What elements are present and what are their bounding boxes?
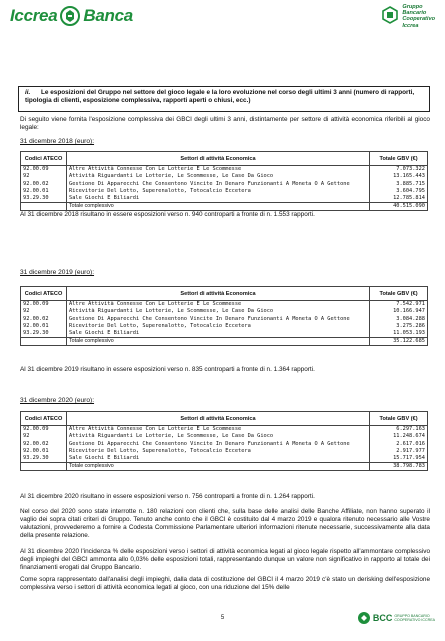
- table-total-row: Totale complessivo 38.798.783: [21, 463, 428, 471]
- col-header-ateco: Codici ATECO: [21, 412, 67, 426]
- exposure-table-2018: [20, 151, 428, 211]
- paragraph-interruptions: Nel corso del 2020 sono state interrotte n. 180 relazioni con clienti che, sulla base delle analisi delle Banche Affiliate, non hanno superato il vaglio dei sopra citati criteri di Gruppo. Tenuto anche conto che il GBCI è costituito dal 4 marzo 2019 e qualora ritenuto necessario alle Vostre valutazioni, provvederemo a fornire a Codesta Commissione Parlamentare ulteriori informazioni ritenute necessarie, successivamente alla data della presente relazione.: [20, 508, 430, 539]
- table-row: 92.00.02 Gestione Di Apparecchi Che Consentono Vincite In Denaro Funzionanti A Moneta O A Gettone 3.084.288: [21, 315, 428, 322]
- table-row: 93.29.30 Sale Giochi E Biliardi 15.717.954: [21, 455, 428, 463]
- col-header-settori: Settori di attività Economica: [67, 287, 370, 301]
- col-header-totale: Totale GBV (€): [370, 412, 428, 426]
- table-row: 92.00.01 Ricevitorie Del Lotto, Superenalotto, Totocalcio Eccetera 3.275.286: [21, 323, 428, 330]
- exposure-table-2020: [20, 411, 428, 471]
- table-row: 92 Attività Riguardanti Le Lotterie, Le Scommesse, Le Case Da Gioco 13.165.443: [21, 173, 428, 180]
- page-header: [10, 4, 435, 34]
- col-header-settori: Settori di attività Economica: [67, 152, 370, 166]
- table-row: 92.00.01 Ricevitorie Del Lotto, Superenalotto, Totocalcio Eccetera 3.604.795: [21, 188, 428, 195]
- table-caption-2019: 31 dicembre 2019 (euro):: [20, 269, 95, 276]
- table-total-row: Totale complessivo 35.122.685: [21, 338, 428, 346]
- bcc-text: BCC: [372, 613, 393, 623]
- section-number: ii.: [25, 89, 31, 96]
- section-heading: [18, 86, 430, 112]
- col-header-totale: Totale GBV (€): [370, 287, 428, 301]
- table-row: 92.00.02 Gestione Di Apparecchi Che Consentono Vincite In Denaro Funzionanti A Moneta O A Gettone 2.617.016: [21, 440, 428, 447]
- col-header-totale: Totale GBV (€): [370, 152, 428, 166]
- gruppo-bancario-logo: [381, 4, 435, 29]
- bcc-subtext: GRUPPO BANCARIO COOPERATIVO ICCREA: [394, 614, 435, 622]
- gbci-emblem-icon: [381, 6, 399, 24]
- table-note-2020: Al 31 dicembre 2020 risultano in essere esposizioni verso n. 756 controparti a fronte di n. 1.264 rapporti.: [20, 493, 315, 500]
- table-row: 92.00.09 Altre Attività Connesse Con Le Lotterie E Le Scommesse 7.073.322: [21, 166, 428, 174]
- logo-text-iccrea: Iccrea: [10, 6, 58, 25]
- table-row: 92.00.02 Gestione Di Apparecchi Che Consentono Vincite In Denaro Funzionanti A Moneta O A Gettone 3.885.715: [21, 180, 428, 187]
- exposure-table-2019: [20, 286, 428, 346]
- bcc-footer-logo: [357, 611, 435, 625]
- table-row: 93.29.30 Sale Giochi E Biliardi 11.053.193: [21, 330, 428, 338]
- iccrea-emblem-icon: [60, 6, 80, 26]
- paragraph-derisking: Come sopra rappresentato dall'analisi degli impieghi, dalla data di costituzione del GBCI il 4 marzo 2019 c'è stato un derisking dell'esposizione complessiva verso i settori di attività economica legati al gioco, con una riduzione del 15% delle: [20, 576, 430, 591]
- table-caption-2020: 31 dicembre 2020 (euro):: [20, 397, 95, 404]
- bcc-emblem-icon: [357, 611, 371, 625]
- table-row: 92.00.09 Altre Attività Connesse Con Le Lotterie E Le Scommesse 7.542.971: [21, 301, 428, 309]
- table-caption-2018: 31 dicembre 2018 (euro):: [20, 138, 95, 145]
- gruppo-bancario-text: Gruppo Bancario Cooperativo Iccrea: [402, 4, 435, 29]
- table-row: 93.29.30 Sale Giochi E Biliardi 12.785.814: [21, 195, 428, 203]
- table-note-2019: Al 31 dicembre 2019 risultano in essere esposizioni verso n. 835 controparti a fronte di n. 1.364 rapporti.: [20, 366, 315, 373]
- col-header-ateco: Codici ATECO: [21, 287, 67, 301]
- table-row: 92 Attività Riguardanti Le Lotterie, Le Scommesse, Le Case Da Gioco 10.166.947: [21, 308, 428, 315]
- section-title: Le esposizioni del Gruppo nel settore del gioco legale e la loro evoluzione nel corso degli ultimi 3 anni (numero di rapporti, tipologia di clienti, esposizione complessiva, rapporti aperti o chiusi, ecc.): [25, 89, 415, 104]
- logo-text-banca: Banca: [83, 6, 133, 25]
- table-note-2018: Al 31 dicembre 2018 risultano in essere esposizioni verso n. 940 controparti a fronte di n. 1.553 rapporti.: [20, 211, 315, 218]
- iccrea-banca-logo: [10, 6, 133, 26]
- intro-paragraph: Di seguito viene fornita l'esposizione complessiva dei GBCI degli ultimi 3 anni, distintamente per settore di attività economica riferibili al gioco legale:: [20, 116, 430, 131]
- paragraph-incidence: Al 31 dicembre 2020 l'incidenza % delle esposizioni verso i settori di attività economica legati al gioco legale rispetto all'ammontare complessivo degli impieghi del GBCI ammonta allo 0,03% delle esposizioni totali, rappresentando dunque un valore non significativo in rapporto al totale dei finanziamenti erogati dal Gruppo Bancario.: [20, 548, 430, 571]
- col-header-settori: Settori di attività Economica: [67, 412, 370, 426]
- table-row: 92 Attività Riguardanti Le Lotterie, Le Scommesse, Le Case Da Gioco 11.248.674: [21, 433, 428, 440]
- page-number: 5: [220, 615, 225, 621]
- table-row: 92.00.09 Altre Attività Connesse Con Le Lotterie E Le Scommesse 6.297.163: [21, 426, 428, 434]
- table-row: 92.00.01 Ricevitorie Del Lotto, Superenalotto, Totocalcio Eccetera 2.917.977: [21, 448, 428, 455]
- col-header-ateco: Codici ATECO: [21, 152, 67, 166]
- table-total-row: Totale complessivo 40.515.090: [21, 203, 428, 211]
